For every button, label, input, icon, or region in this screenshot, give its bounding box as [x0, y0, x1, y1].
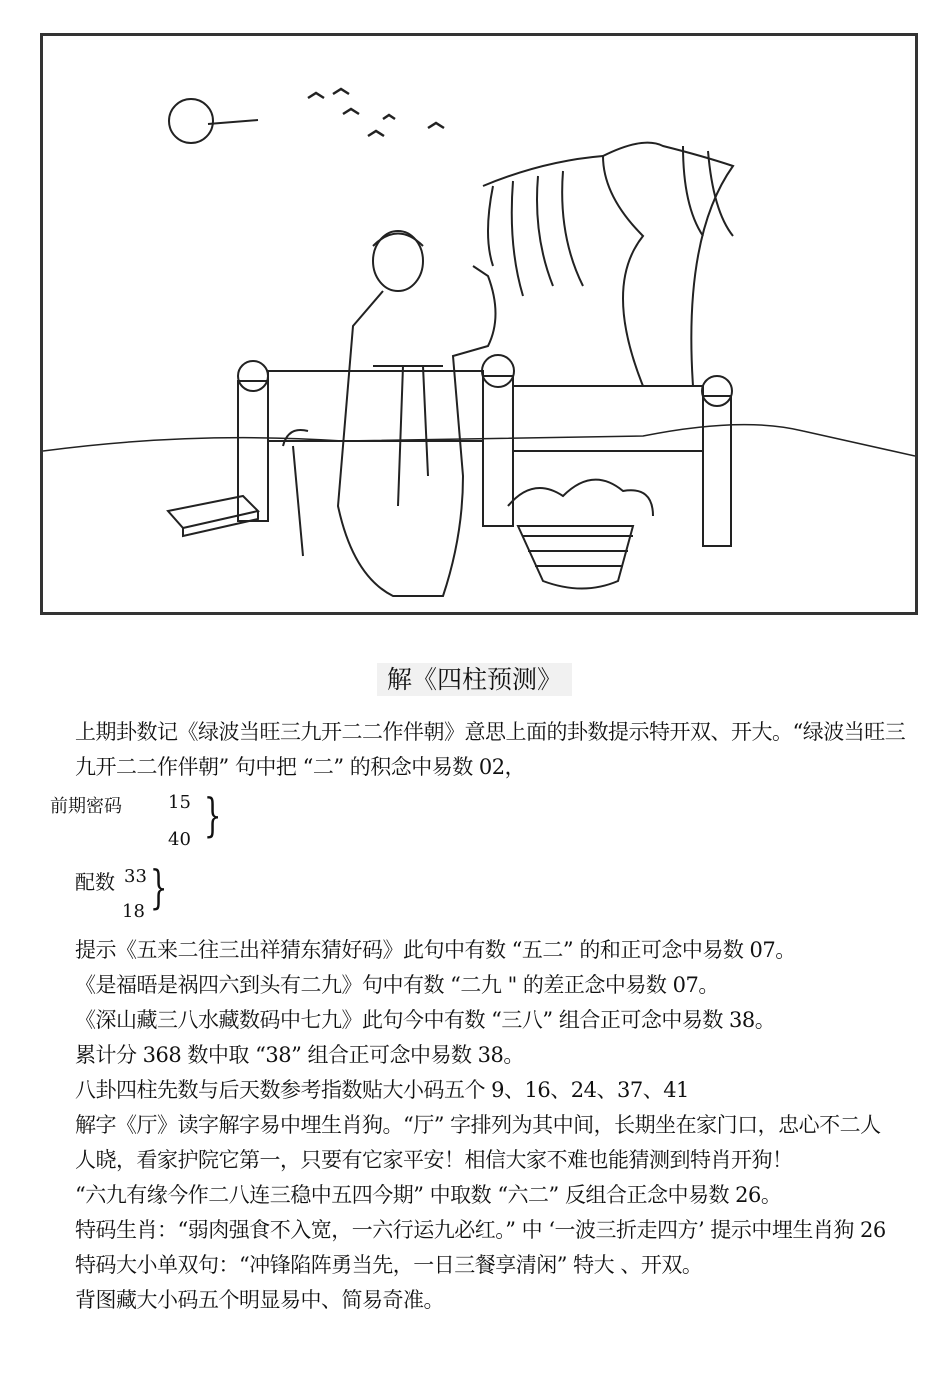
brace-icon: }: [203, 788, 222, 842]
text-line: 特码大小单双句：“冲锋陷阵勇当先，一日三餐享清闲” 特大 、开双。: [75, 1253, 703, 1277]
paragraph-line: 九开二二作伴朝” 句中把 “二” 的积念中易数 02，: [75, 755, 526, 779]
illustration-frame: [40, 33, 918, 615]
pair-number-value: 18: [122, 901, 145, 922]
illustration-woman-with-willow-and-basket: [43, 36, 915, 612]
text-line: 人晓，看家护院它第一，只要有它家平安！相信大家不难也能猜测到特肖开狗！: [75, 1148, 793, 1172]
title-text: 解《四柱预测》: [377, 663, 572, 696]
previous-code-value: 40: [168, 829, 191, 850]
basket-icon: [508, 480, 653, 589]
previous-codes-label: 前期密码: [50, 796, 122, 817]
text-line: 解字《厅》读字解字易中埋生肖狗。“厅” 字排列为其中间，长期坐在家门口，忠心不二人: [75, 1113, 881, 1137]
brace-icon: }: [149, 860, 168, 914]
text-line: 背图藏大小码五个明显易中、简易奇准。: [75, 1288, 444, 1312]
text-line: 特码生肖：“弱肉强食不入宽，一六行运九必红。” 中 ‘一波三折走四方’ 提示中埋生肖狗 26: [75, 1218, 886, 1242]
birds-icon: [308, 89, 444, 136]
page-title: [0, 660, 949, 696]
text-line: 八卦四柱先数与后天数参考指数贴大小码五个 9、16、24、37、41: [75, 1078, 689, 1102]
text-line: 《深山藏三八水藏数码中七九》此句今中有数 “三八” 组合正可念中易数 38。: [75, 1008, 776, 1032]
text-line: 提示《五来二往三出祥猜东猜好码》此句中有数 “五二” 的和正可念中易数 07。: [75, 938, 796, 962]
pair-numbers-label: 配数: [75, 870, 115, 894]
woman-figure-icon: [338, 231, 496, 596]
text-line: “六九有缘今作二八连三稳中五四今期” 中取数 “六二” 反组合正念中易数 26。: [75, 1183, 782, 1207]
previous-code-value: 15: [168, 792, 191, 813]
fence-icon: [238, 355, 732, 546]
pair-number-value: 33: [124, 866, 147, 887]
willow-tree-icon: [483, 143, 733, 386]
text-line: 《是福晤是祸四六到头有二九》句中有数 “二九 " 的差正念中易数 07。: [75, 973, 719, 997]
paragraph-line: 上期卦数记《绿波当旺三九开二二作伴朝》意思上面的卦数提示特开双、开大。“绿波当旺三: [75, 720, 906, 744]
text-line: 累计分 368 数中取 “38” 组合正可念中易数 38。: [75, 1043, 524, 1067]
moon-icon: [169, 99, 213, 143]
